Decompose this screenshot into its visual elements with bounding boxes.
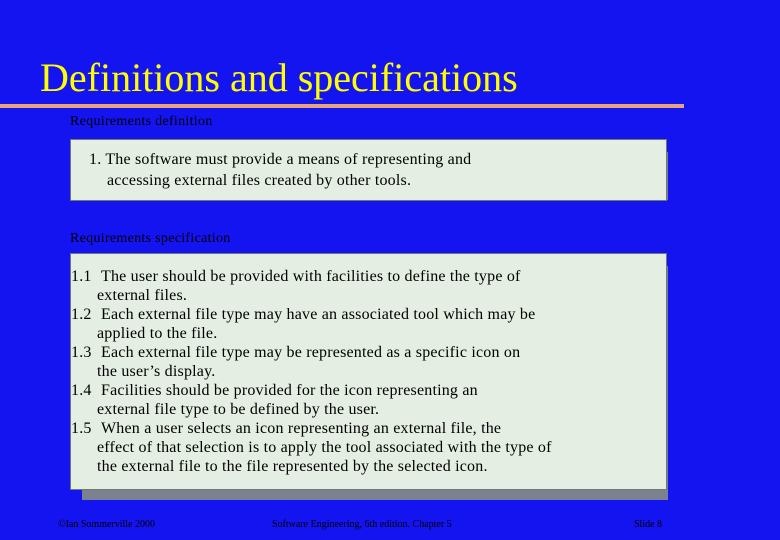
spec-item-number: 1.2 — [71, 306, 92, 323]
spec-item-text: When a user selects an icon representing an external file, the — [101, 420, 502, 437]
slide-title: Definitions and specifications — [40, 55, 518, 100]
spec-item — [71, 343, 660, 362]
spec-item-continuation — [71, 286, 660, 305]
specification-box — [70, 253, 667, 490]
spec-item-text: applied to the file. — [97, 325, 218, 342]
spec-item-number: 1.4 — [71, 382, 92, 399]
definition-line-1: The software must provide a means of representing and — [105, 151, 472, 168]
spec-item-continuation — [71, 362, 660, 381]
spec-item-number: 1.1 — [71, 268, 92, 285]
spec-item-number: 1.3 — [71, 344, 92, 361]
spec-item-text: effect of that selection is to apply the tool associated with the type of — [97, 439, 552, 456]
spec-item-text: Facilities should be provided for the icon representing an — [101, 382, 478, 399]
spec-item — [71, 305, 660, 324]
spec-item-continuation — [71, 400, 660, 419]
spec-item-text: external files. — [97, 287, 188, 304]
definition-box — [70, 139, 667, 201]
spec-item — [71, 419, 660, 438]
spec-item — [71, 267, 660, 286]
spec-item-continuation — [71, 438, 660, 457]
spec-item-text: the user’s display. — [97, 363, 216, 380]
spec-item-text: external file type to be defined by the user. — [97, 401, 380, 418]
spec-item-text: Each external file type may be represented as a specific icon on — [101, 344, 521, 361]
footer-book: Software Engineering, 6th edition. Chapter 5 — [272, 519, 452, 530]
spec-item-text: the external file to the file represented by the selected icon. — [97, 458, 488, 475]
specification-label: Requirements specification — [70, 231, 231, 246]
spec-item-continuation — [71, 457, 660, 476]
spec-item-number: 1.5 — [71, 420, 92, 437]
definition-text — [89, 149, 658, 191]
footer-copyright: ©Ian Sommerville 2000 — [58, 519, 156, 530]
specification-list — [71, 267, 660, 476]
definition-number: 1. — [89, 151, 102, 168]
spec-item-text: Each external file type may have an associated tool which may be — [101, 306, 536, 323]
footer-slide-number: Slide 8 — [634, 519, 663, 530]
spec-item-text: The user should be provided with facilities to define the type of — [101, 268, 521, 285]
title-underline — [0, 104, 684, 108]
spec-item — [71, 381, 660, 400]
definition-label: Requirements definition — [70, 114, 213, 129]
definition-line-2: accessing external files created by other tools. — [107, 172, 412, 189]
spec-item-continuation — [71, 324, 660, 343]
